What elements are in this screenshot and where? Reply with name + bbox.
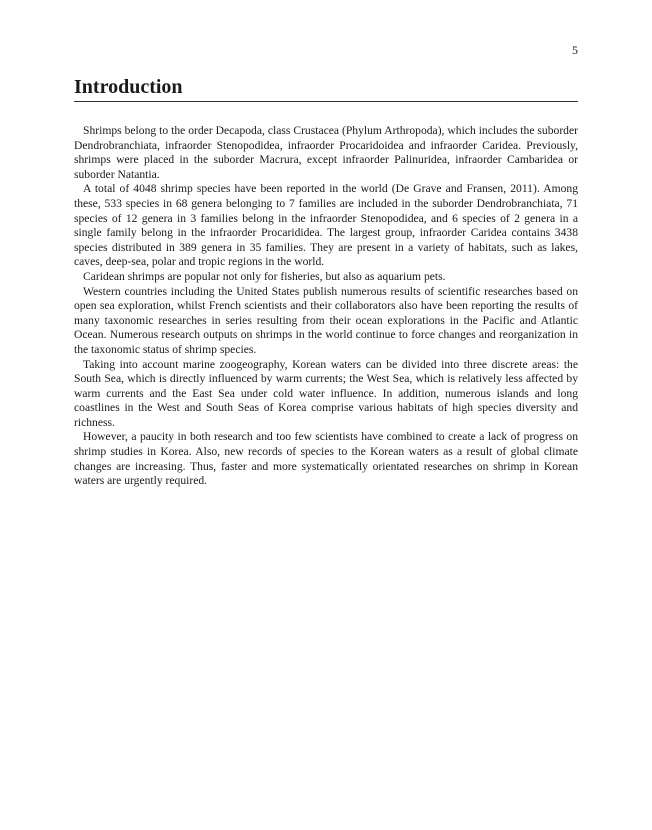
body-text bbox=[74, 124, 578, 489]
paragraph: Caridean shrimps are popular not only for fisheries, but also as aquarium pets. bbox=[83, 269, 446, 283]
section-heading: Introduction bbox=[74, 74, 578, 102]
paragraph: Shrimps belong to the order Decapoda, class Crustacea (Phylum Arthropoda), which includes the suborder Dendrobranchiata, infraorder Stenopodidea, infraorder Procaridoidea and infraorder Caridea. Previously, shrimps were placed in the suborder Macrura, except infraorder Palinuridea, infraorder Cambaridea or suborder Natantia. bbox=[74, 124, 578, 181]
paragraph: A total of 4048 shrimp species have been reported in the world (De Grave and Fransen, 2011). Among these, 533 species in 68 genera belonging to 7 families are included in the suborder Dendrobranchiata, 71 species of 12 genera in 3 families belong in the infraorder Stenopodidea, and 6 species of 2 genera in a single family belong in the infraorder Procarididea. The largest group, infraorder Caridea contains 3438 species distributed in 389 genera in 35 families. They are present in a variety of habitats, such as lakes, caves, deep-sea, polar and tropic regions in the world. bbox=[74, 182, 578, 269]
page-number: 5 bbox=[572, 43, 578, 57]
paragraph: Western countries including the United States publish numerous results of scientific researches based on open sea exploration, whilst French scientists and their collaborators also have been reporting the results of many taxonomic researches in series resulting from their ocean explorations in the Pacific and Atlantic Ocean. Numerous research outputs on shrimps in the world continue to force changes and reorganization in the taxonomic status of shrimp species. bbox=[74, 284, 578, 356]
paragraph: However, a paucity in both research and too few scientists have combined to create a lack of progress on shrimp studies in Korea. Also, new records of species to the Korean waters as a result of global climate changes are increasing. Thus, faster and more systematically orientated researches on shrimp in Korean waters are urgently required. bbox=[74, 430, 578, 488]
paragraph: Taking into account marine zoogeography, Korean waters can be divided into three discrete areas: the South Sea, which is directly influenced by warm currents; the West Sea, which is relatively less affected by warm currents and the East Sea under cold water influence. In addition, numerous islands and long coastlines in the West and South Seas of Korea comprise various habitats of high species diversity and richness. bbox=[74, 357, 578, 429]
